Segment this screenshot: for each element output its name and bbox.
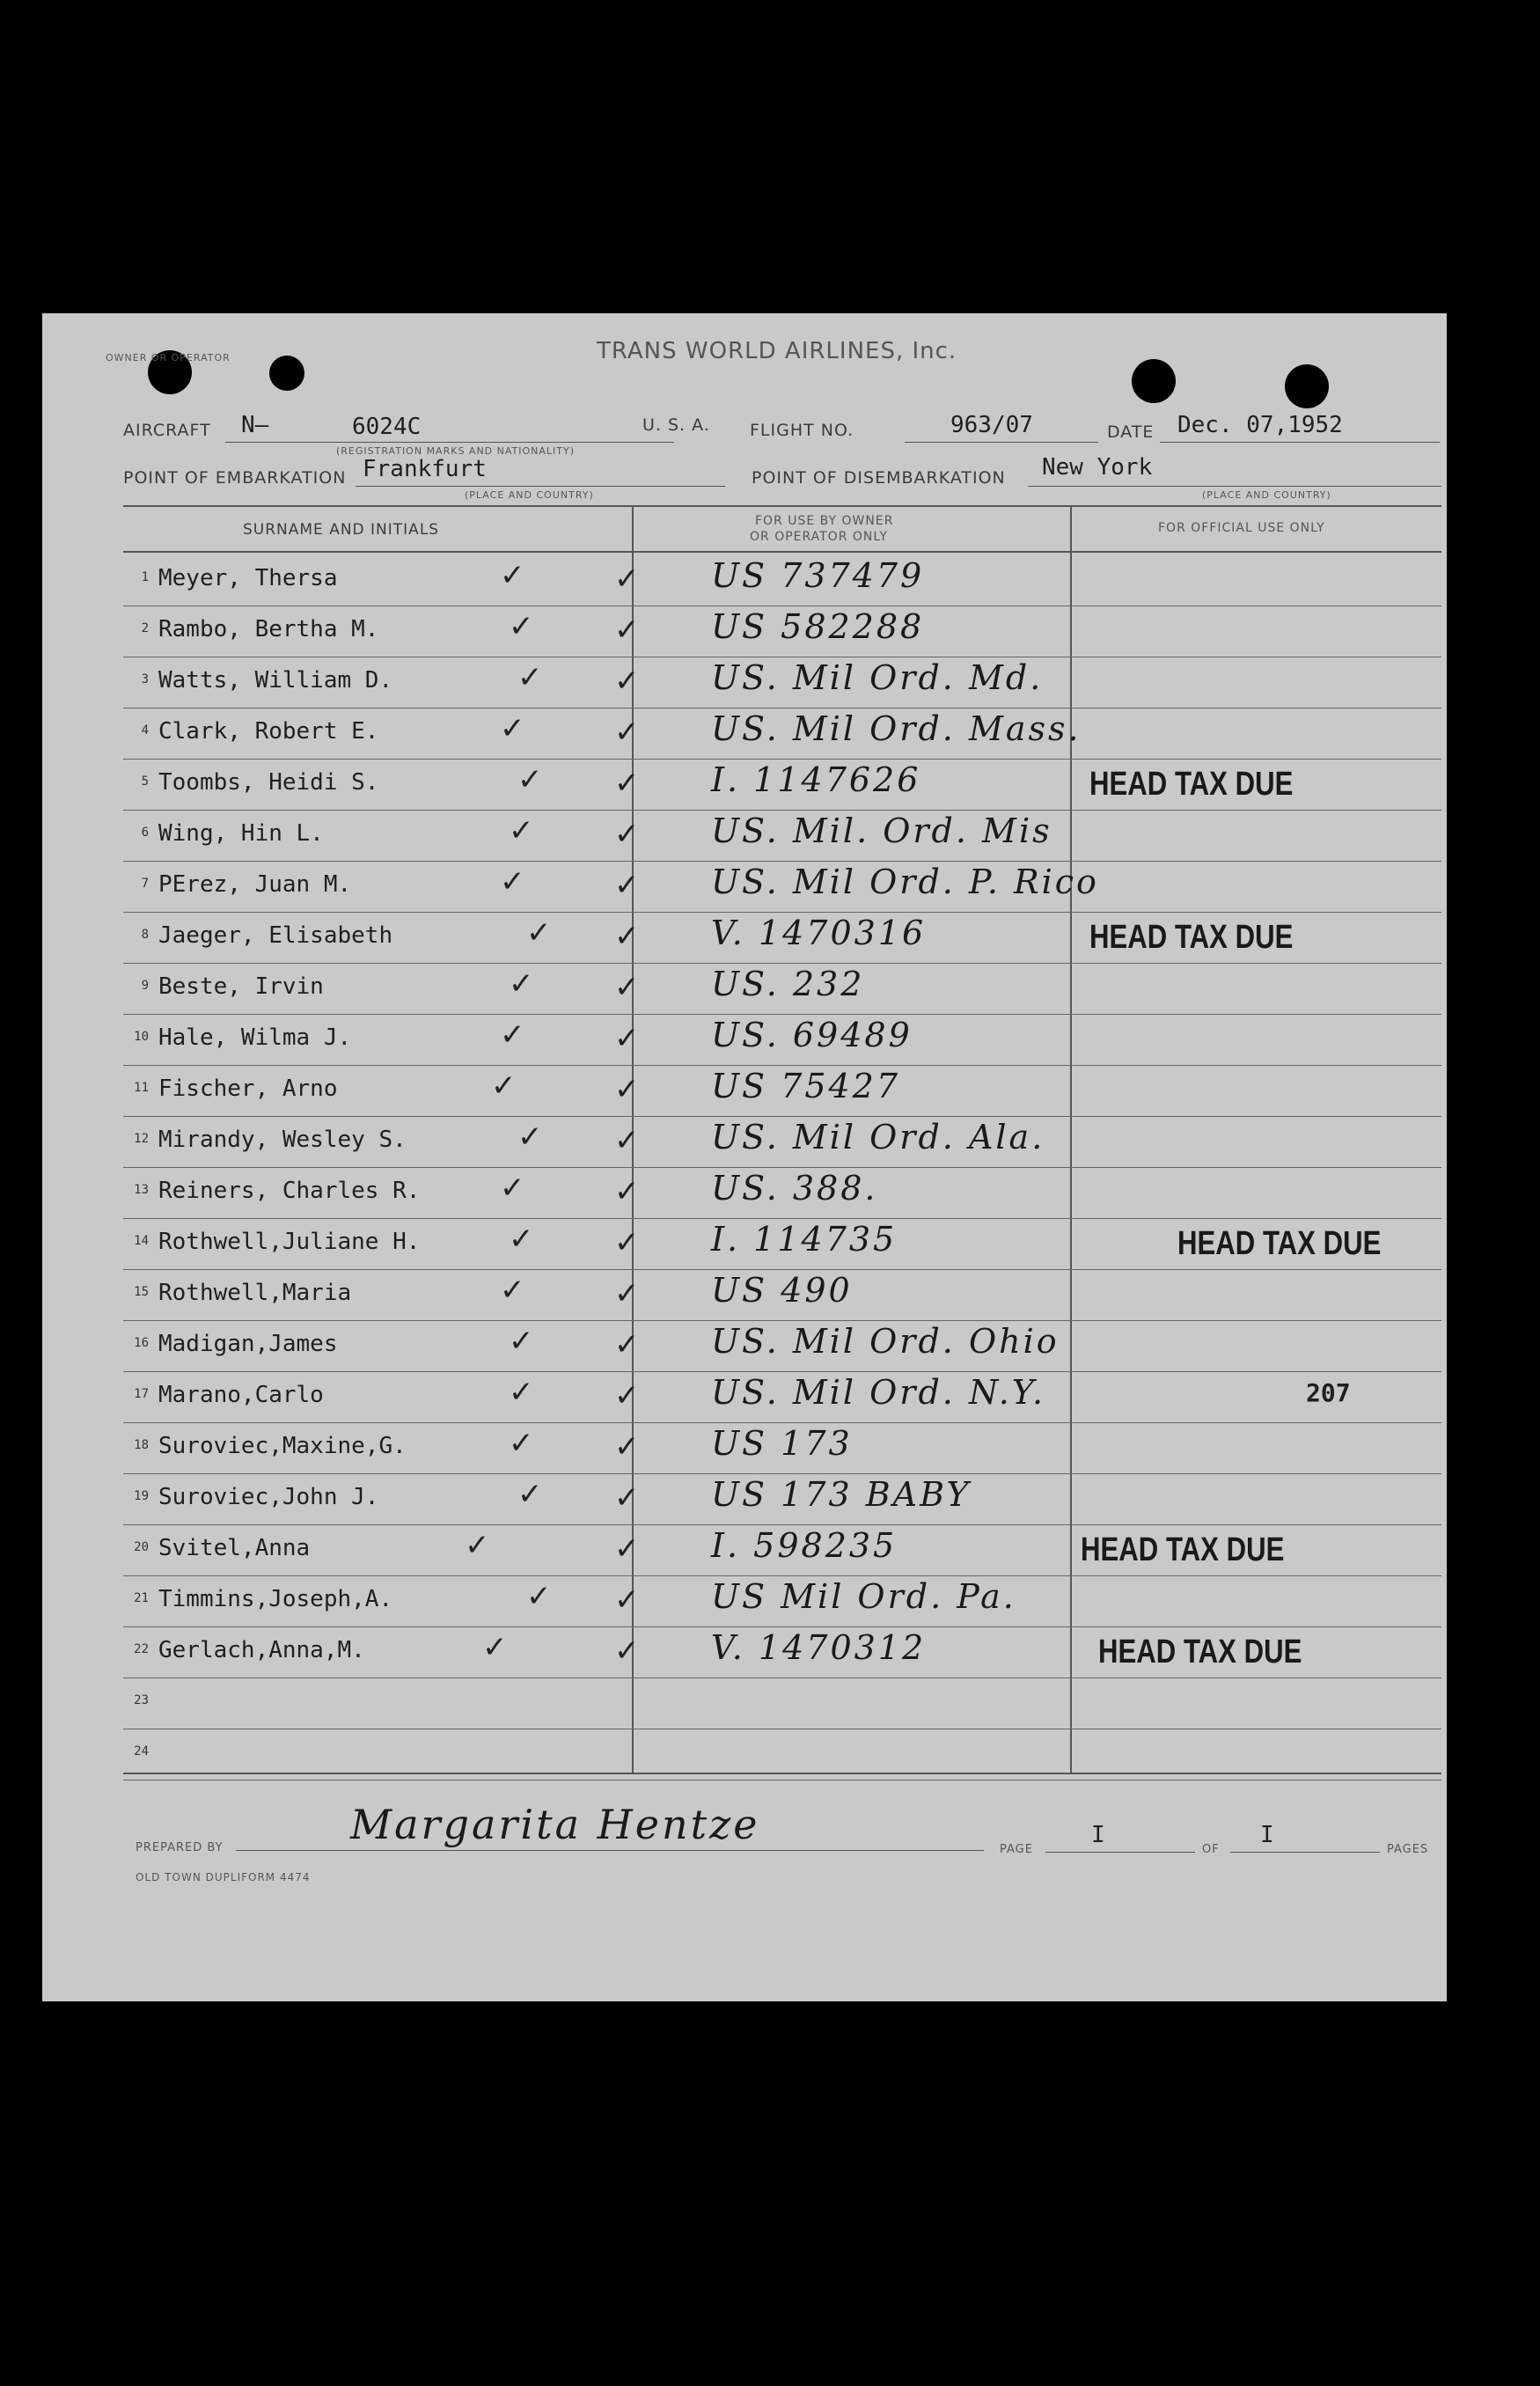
row-number: 3 [141,672,149,686]
embarkation-value: Frankfurt [363,456,487,482]
head-tax-stamp: HEAD TAX DUE [1098,1633,1302,1670]
name-check-mark: ✓ [500,1273,525,1308]
table-bottom-line [123,1773,1441,1774]
owner-use-entry: US. 69489 [711,1016,913,1054]
table-header-line [123,551,1441,553]
verify-check-mark: ✓ [614,1225,640,1260]
verify-check-mark: ✓ [614,1072,640,1107]
row-number: 11 [134,1081,149,1095]
passenger-name: PErez, Juan M. [158,871,352,898]
table-row [42,1524,1447,1575]
owner-use-entry: US 173 [711,1424,853,1463]
table-row [42,963,1447,1014]
registration-note: (REGISTRATION MARKS AND NATIONALITY) [336,445,576,457]
owner-use-entry: I. 1147626 [711,760,921,799]
passenger-name: Jaeger, Elisabeth [158,922,393,949]
row-number: 10 [134,1030,149,1044]
table-row [42,1626,1447,1678]
table-row [42,606,1447,657]
passenger-name: Rambo, Bertha M. [158,616,379,642]
row-number: 12 [134,1132,149,1146]
verify-check-mark: ✓ [614,562,640,597]
name-check-mark: ✓ [465,1528,490,1563]
name-check-mark: ✓ [509,1324,534,1359]
owner-use-entry: I. 598235 [711,1526,898,1565]
table-row [42,1167,1447,1218]
table-row [42,1473,1447,1524]
verify-check-mark: ✓ [614,1531,640,1567]
passenger-name: Beste, Irvin [158,973,324,1000]
verify-check-mark: ✓ [614,1021,640,1056]
verify-check-mark: ✓ [614,1582,640,1618]
of-label: OF [1202,1843,1220,1856]
table-row [42,1218,1447,1269]
verify-check-mark: ✓ [614,1276,640,1311]
owner-use-entry: US Mil Ord. Pa. [711,1577,1016,1616]
name-check-mark: ✓ [500,558,525,593]
col-header-surname: SURNAME AND INITIALS [243,521,440,539]
page-label: PAGE [1000,1843,1033,1856]
name-check-mark: ✓ [509,1222,534,1257]
page-underline [1045,1852,1195,1853]
table-row [42,759,1447,810]
row-number: 24 [134,1744,149,1758]
row-number: 19 [134,1489,149,1503]
owner-use-entry: US. Mil. Ord. Mis [711,811,1052,850]
owner-use-entry: US. 232 [711,965,865,1003]
owner-use-entry: US 737479 [711,556,925,595]
col-header-owner-use-2: OR OPERATOR ONLY [750,530,888,544]
table-row [42,1371,1447,1422]
name-check-mark: ✓ [500,711,525,746]
row-number: 20 [134,1540,149,1554]
table-row [42,810,1447,861]
date-value: Dec. 07,1952 [1177,412,1343,438]
passenger-name: Timmins,Joseph,A. [158,1586,393,1612]
owner-operator-label: OWNER OR OPERATOR [106,352,231,363]
flight-underline [905,442,1098,443]
row-number: 5 [141,775,149,789]
owner-use-entry: US 490 [711,1271,853,1310]
row-number: 1 [141,570,149,584]
embarkation-label: POINT OF EMBARKATION [123,468,347,488]
row-number: 16 [134,1336,149,1350]
row-number: 18 [134,1438,149,1452]
row-number: 21 [134,1591,149,1605]
row-number: 8 [141,928,149,942]
owner-use-entry: V. 1470316 [711,914,927,952]
owner-use-entry: I. 114735 [711,1220,898,1259]
table-top-line [123,505,1441,507]
row-number: 22 [134,1642,149,1656]
verify-check-mark: ✓ [614,868,640,903]
row-number: 23 [134,1693,149,1707]
row-number: 6 [141,826,149,840]
passenger-name: Clark, Robert E. [158,718,379,745]
passenger-name: Wing, Hin L. [158,820,324,847]
flight-number: 963/07 [950,412,1033,438]
passenger-name: Hale, Wilma J. [158,1024,352,1051]
passenger-name: Rothwell,Juliane H. [158,1229,421,1255]
owner-use-entry: US 582288 [711,607,925,646]
passenger-name: Madigan,James [158,1331,338,1357]
name-check-mark: ✓ [526,915,552,951]
passenger-name: Reiners, Charles R. [158,1178,421,1204]
owner-use-entry: US. Mil Ord. Ohio [711,1322,1060,1361]
col-header-official: FOR OFFICIAL USE ONLY [1158,521,1325,535]
owner-use-entry: US. Mil Ord. P. Rico [711,863,1099,901]
table-row [42,1014,1447,1065]
verify-check-mark: ✓ [614,664,640,699]
prepared-by-label: PREPARED BY [136,1841,224,1854]
passenger-name: Toombs, Heidi S. [158,769,379,796]
page-total: I [1260,1822,1274,1848]
head-tax-stamp: HEAD TAX DUE [1177,1225,1382,1262]
head-tax-stamp: HEAD TAX DUE [1081,1531,1285,1568]
table-row [42,708,1447,759]
form-note: OLD TOWN DUPLIFORM 4474 [136,1871,311,1883]
name-check-mark: ✓ [517,1477,543,1512]
row-number: 4 [141,723,149,738]
table-row [42,1422,1447,1473]
name-check-mark: ✓ [500,1171,525,1206]
passenger-name: Rothwell,Maria [158,1280,352,1306]
name-check-mark: ✓ [517,660,543,695]
name-check-mark: ✓ [509,966,534,1002]
owner-use-entry: US. Mil Ord. N.Y. [711,1373,1046,1412]
name-check-mark: ✓ [491,1068,517,1104]
table-row [42,861,1447,912]
pages-label: PAGES [1387,1843,1429,1856]
verify-check-mark: ✓ [614,817,640,852]
name-check-mark: ✓ [517,1120,543,1155]
col-header-owner-use-1: FOR USE BY OWNER [755,514,894,528]
table-row [42,1116,1447,1167]
owner-use-entry: US 75427 [711,1067,901,1105]
passenger-name: Marano,Carlo [158,1382,324,1408]
verify-check-mark: ✓ [614,1480,640,1516]
verify-check-mark: ✓ [614,1123,640,1158]
verify-check-mark: ✓ [614,1429,640,1465]
row-number: 15 [134,1285,149,1299]
name-check-mark: ✓ [526,1579,552,1614]
disembarkation-label: POINT OF DISEMBARKATION [752,468,1006,488]
row-number: 9 [141,979,149,993]
row-number: 14 [134,1234,149,1248]
aircraft-underline [225,442,674,443]
head-tax-stamp: HEAD TAX DUE [1089,766,1294,803]
verify-check-mark: ✓ [614,613,640,648]
owner-use-entry: US 173 BABY [711,1475,972,1514]
table-row [42,657,1447,708]
passenger-name: Svitel,Anna [158,1535,311,1561]
passenger-name: Watts, William D. [158,667,393,694]
table-row [42,912,1447,963]
verify-check-mark: ✓ [614,919,640,954]
aircraft-prefix: N— [241,412,269,438]
passenger-name: Mirandy, Wesley S. [158,1127,407,1153]
row-number: 2 [141,621,149,635]
disembarkation-underline [1028,486,1441,487]
passenger-name: Fischer, Arno [158,1076,338,1102]
nationality-label: U. S. A. [642,415,710,435]
name-check-mark: ✓ [500,864,525,899]
punch-hole [1285,364,1329,408]
prepared-by-underline [236,1850,984,1851]
verify-check-mark: ✓ [614,1174,640,1209]
name-check-mark: ✓ [509,813,534,848]
disembarkation-value: New York [1042,454,1153,481]
name-check-mark: ✓ [482,1630,508,1665]
name-check-mark: ✓ [500,1017,525,1053]
table-row [42,1320,1447,1371]
verify-check-mark: ✓ [614,970,640,1005]
manifest-sheet [42,313,1447,2001]
official-number: 207 [1306,1378,1351,1407]
date-label: DATE [1107,422,1155,442]
row-number: 7 [141,877,149,891]
head-tax-stamp: HEAD TAX DUE [1089,919,1294,956]
page-number: I [1091,1822,1105,1848]
verify-check-mark: ✓ [614,766,640,801]
aircraft-number: 6024C [352,414,422,440]
owner-use-entry: US. Mil Ord. Ala. [711,1118,1045,1156]
aircraft-label: AIRCRAFT [123,421,211,440]
table-row [42,1575,1447,1626]
name-check-mark: ✓ [509,1426,534,1461]
passenger-name: Meyer, Thersa [158,565,338,591]
owner-use-entry: US. 388. [711,1169,878,1208]
table-row [42,554,1447,606]
table-row [42,1678,1447,1729]
row-number: 17 [134,1387,149,1401]
place-note-embark: (PLACE AND COUNTRY) [465,489,594,501]
punch-hole [269,356,304,391]
verify-check-mark: ✓ [614,715,640,750]
flight-label: FLIGHT NO. [750,421,854,440]
preparer-signature: Margarita Hentze [350,1801,760,1848]
embarkation-underline [356,486,725,487]
name-check-mark: ✓ [509,609,534,644]
table-row [42,1269,1447,1320]
company-name: TRANS WORLD AIRLINES, Inc. [597,338,957,364]
owner-use-entry: US. Mil Ord. Mass. [711,709,1082,748]
passenger-name: Suroviec,John J. [158,1484,379,1510]
punch-hole [1132,359,1176,403]
name-check-mark: ✓ [509,1375,534,1410]
verify-check-mark: ✓ [614,1327,640,1362]
owner-use-entry: V. 1470312 [711,1628,927,1667]
passenger-name: Suroviec,Maxine,G. [158,1433,407,1459]
of-underline [1230,1852,1380,1853]
owner-use-entry: US. Mil Ord. Md. [711,658,1044,697]
name-check-mark: ✓ [517,762,543,797]
date-underline [1160,442,1440,443]
verify-check-mark: ✓ [614,1378,640,1413]
passenger-name: Gerlach,Anna,M. [158,1637,365,1663]
place-note-disembark: (PLACE AND COUNTRY) [1202,489,1331,501]
verify-check-mark: ✓ [614,1633,640,1669]
table-row [42,1065,1447,1116]
row-number: 13 [134,1183,149,1197]
